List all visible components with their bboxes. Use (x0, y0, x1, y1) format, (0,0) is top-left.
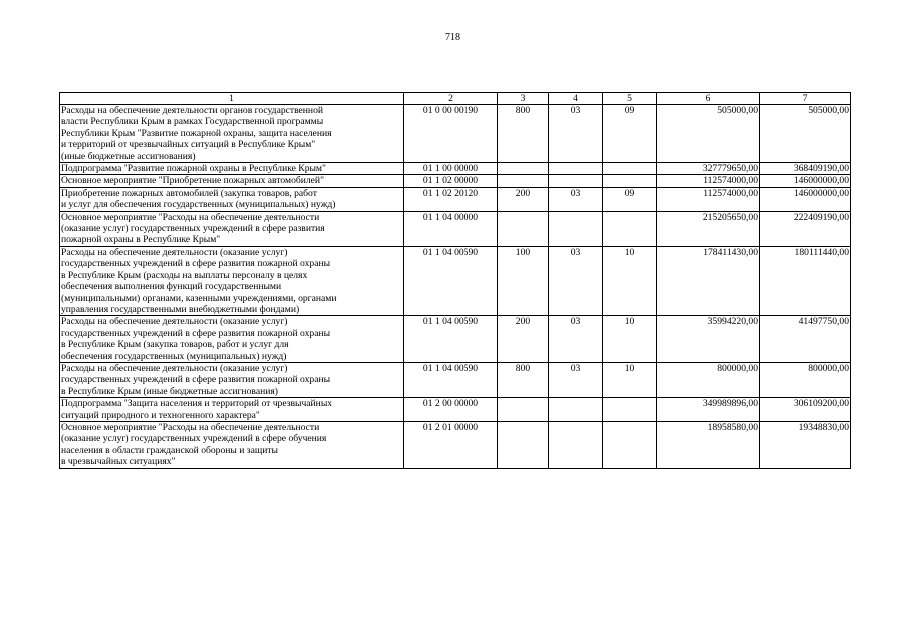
row-name-cell (60, 316, 404, 363)
row-expense-type-cell (498, 398, 549, 422)
row-expense-type-cell: 100 (498, 246, 549, 315)
row-amount-col7-cell: 222409190,00 (760, 211, 851, 246)
column-header-6: 6 (657, 93, 760, 105)
row-name-line: (оказание услуг) государственных учреждений в сфере развития (61, 223, 325, 235)
row-code-cell: 01 1 00 00000 (404, 163, 498, 175)
row-name-line: в Республике Крым (иные бюджетные ассигнования) (61, 385, 278, 397)
row-name-cell (60, 362, 404, 397)
row-section-cell: 03 (549, 105, 603, 163)
row-name-cell (60, 105, 404, 163)
row-expense-type-cell: 800 (498, 105, 549, 163)
row-name-line: (оказание услуг) государственных учреждений в сфере обучения (61, 433, 327, 445)
row-name-cell (60, 211, 404, 246)
table-row (60, 421, 851, 468)
row-name-line: и услуг для обеспечения государственных (муниципальных) нужд) (61, 199, 336, 211)
row-code-cell: 01 1 04 00590 (404, 246, 498, 315)
row-subsection-cell (603, 398, 657, 422)
row-section-cell (549, 211, 603, 246)
row-subsection-cell (603, 163, 657, 175)
row-section-cell: 03 (549, 316, 603, 363)
row-expense-type-cell (498, 211, 549, 246)
row-name-cell (60, 163, 404, 175)
row-expense-type-cell (498, 175, 549, 187)
row-name-line: в чрезвычайных ситуациях" (61, 456, 176, 468)
row-amount-col7-cell: 146000000,00 (760, 187, 851, 211)
row-amount-col7-cell: 505000,00 (760, 105, 851, 163)
page-number: 718 (445, 32, 460, 43)
column-header-2: 2 (404, 93, 498, 105)
row-amount-col6-cell: 215205650,00 (657, 211, 760, 246)
row-amount-col6-cell: 112574000,00 (657, 175, 760, 187)
row-name-line: в Республике Крым (закупка товаров, работ и услуг для (61, 339, 289, 351)
row-amount-col6-cell: 178411430,00 (657, 246, 760, 315)
row-section-cell (549, 163, 603, 175)
row-section-cell (549, 398, 603, 422)
row-section-cell: 03 (549, 246, 603, 315)
row-code-cell: 01 2 00 00000 (404, 398, 498, 422)
row-subsection-cell (603, 211, 657, 246)
table-header-row (60, 93, 851, 105)
row-name-line: Основное мероприятие "Расходы на обеспечение деятельности (61, 211, 320, 223)
row-section-cell: 03 (549, 187, 603, 211)
table-body (60, 105, 851, 469)
row-name-line: Республики Крым "Развитие пожарной охраны, защита населения (61, 127, 332, 139)
row-amount-col6-cell: 18958580,00 (657, 421, 760, 468)
row-amount-col6-cell: 505000,00 (657, 105, 760, 163)
row-section-cell (549, 421, 603, 468)
column-header-3: 3 (498, 93, 549, 105)
table-row (60, 398, 851, 422)
row-name-line: государственных учреждений в сфере развития пожарной охраны (61, 327, 331, 339)
row-name-line: обеспечения государственных (муниципальных) нужд) (61, 350, 287, 362)
row-name-line: управления государственными внебюджетными фондами) (61, 303, 300, 315)
row-name-line: обеспечения выполнения функций государственными (61, 281, 282, 293)
row-name-line: и территорий от чрезвычайных ситуаций в Республике Крым" (61, 139, 316, 151)
row-amount-col6-cell: 35994220,00 (657, 316, 760, 363)
row-expense-type-cell: 200 (498, 187, 549, 211)
row-name-line: в Республике Крым (расходы на выплаты персоналу в целях (61, 269, 308, 281)
table-row (60, 362, 851, 397)
row-name-line: населения в области гражданской обороны и защиты (61, 444, 278, 456)
row-expense-type-cell: 800 (498, 362, 549, 397)
row-code-cell: 01 1 04 00000 (404, 211, 498, 246)
row-name-line: Расходы на обеспечение деятельности органов государственной (61, 105, 324, 116)
row-expense-type-cell (498, 421, 549, 468)
table-row (60, 246, 851, 315)
row-code-cell: 01 1 02 00000 (404, 175, 498, 187)
row-name-line: Основное мероприятие "Приобретение пожарных автомобилей" (61, 175, 324, 187)
row-amount-col6-cell: 112574000,00 (657, 187, 760, 211)
column-header-4: 4 (549, 93, 603, 105)
row-subsection-cell (603, 175, 657, 187)
row-name-cell (60, 187, 404, 211)
row-name-line: Подпрограмма "Развитие пожарной охраны в Республике Крым" (61, 163, 326, 175)
row-code-cell: 01 0 00 00190 (404, 105, 498, 163)
row-subsection-cell: 10 (603, 316, 657, 363)
row-amount-col6-cell: 800000,00 (657, 362, 760, 397)
row-code-cell: 01 2 01 00000 (404, 421, 498, 468)
row-name-cell (60, 421, 404, 468)
row-name-cell (60, 175, 404, 187)
row-subsection-cell: 10 (603, 362, 657, 397)
row-subsection-cell: 09 (603, 187, 657, 211)
column-header-7: 7 (760, 93, 851, 105)
row-amount-col6-cell: 327779650,00 (657, 163, 760, 175)
column-header-5: 5 (603, 93, 657, 105)
row-code-cell: 01 1 02 20120 (404, 187, 498, 211)
table-row (60, 175, 851, 187)
row-expense-type-cell: 200 (498, 316, 549, 363)
row-section-cell: 03 (549, 362, 603, 397)
row-name-line: Расходы на обеспечение деятельности (оказание услуг) (61, 316, 288, 328)
row-amount-col7-cell: 800000,00 (760, 362, 851, 397)
row-amount-col6-cell: 349989896,00 (657, 398, 760, 422)
row-name-line: государственных учреждений в сфере развития пожарной охраны (61, 374, 331, 386)
row-name-line: Подпрограмма "Защита населения и территорий от чрезвычайных (61, 398, 333, 410)
row-name-line: государственных учреждений в сфере развития пожарной охраны (61, 258, 331, 270)
row-name-line: (муниципальными) органами, казенными учреждениями, органами (61, 292, 337, 304)
row-name-line: Основное мероприятие "Расходы на обеспечение деятельности (61, 421, 320, 433)
row-amount-col7-cell: 146000000,00 (760, 175, 851, 187)
row-expense-type-cell (498, 163, 549, 175)
row-section-cell (549, 175, 603, 187)
row-name-line: власти Республики Крым в рамках Государственной программы (61, 116, 324, 128)
row-code-cell: 01 1 04 00590 (404, 362, 498, 397)
row-name-line: пожарной охраны в Республике Крым" (61, 234, 221, 246)
row-name-cell (60, 398, 404, 422)
row-code-cell: 01 1 04 00590 (404, 316, 498, 363)
table-row (60, 187, 851, 211)
row-name-line: Расходы на обеспечение деятельности (оказание услуг) (61, 246, 288, 258)
row-amount-col7-cell: 41497750,00 (760, 316, 851, 363)
row-amount-col7-cell: 368409190,00 (760, 163, 851, 175)
row-amount-col7-cell: 306109200,00 (760, 398, 851, 422)
table-row (60, 105, 851, 163)
row-name-line: ситуаций природного и техногенного характера" (61, 409, 260, 421)
budget-table (59, 92, 851, 469)
table-row (60, 211, 851, 246)
row-subsection-cell (603, 421, 657, 468)
table-row (60, 163, 851, 175)
row-name-line: (иные бюджетные ассигнования) (61, 150, 196, 162)
table-row (60, 316, 851, 363)
row-amount-col7-cell: 19348830,00 (760, 421, 851, 468)
row-name-line: Приобретение пожарных автомобилей (закупка товаров, работ (61, 187, 317, 199)
row-subsection-cell: 09 (603, 105, 657, 163)
row-name-line: Расходы на обеспечение деятельности (оказание услуг) (61, 362, 288, 374)
row-amount-col7-cell: 180111440,00 (760, 246, 851, 315)
row-name-cell (60, 246, 404, 315)
column-header-1: 1 (60, 93, 404, 105)
row-subsection-cell: 10 (603, 246, 657, 315)
